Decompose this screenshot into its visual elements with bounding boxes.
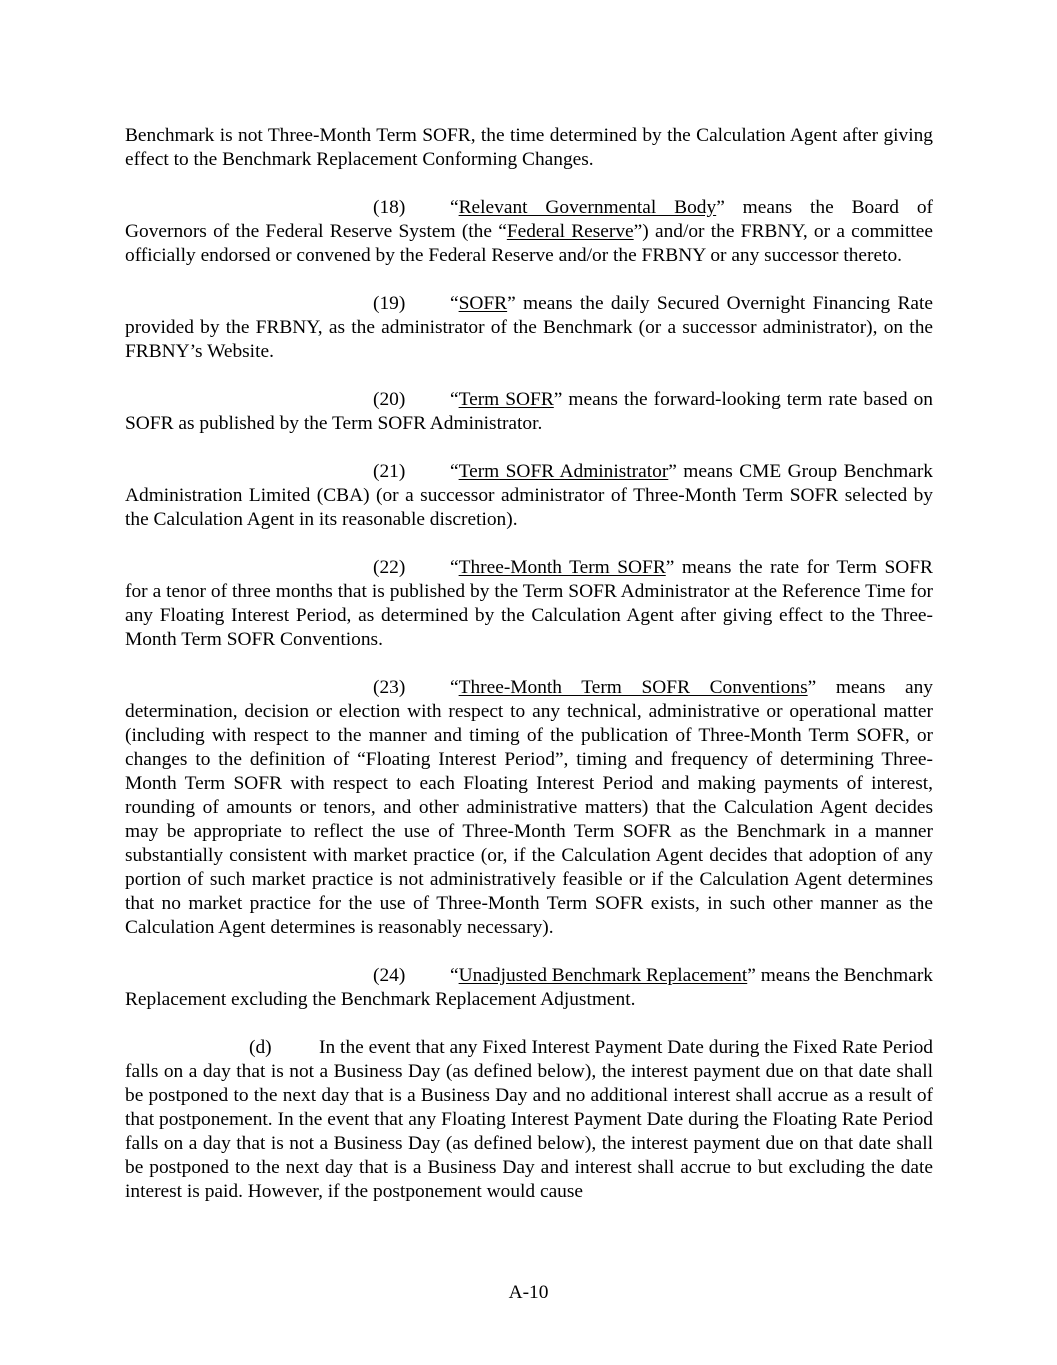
open-quote: “ (450, 293, 459, 314)
definition-text: ” means any determination, decision or election with respect to any technical, administrative or operational matter (including with respect to the manner and timing of the publication of Three-Month Term SOFR, or changes to the definition of “Floating Interest Period”, timing and frequency of determining Three-Month Term SOFR with respect to each Floating Interest Period and making payments of interest, rounding of amounts or tenors, and other administrative matters) that the Calculation Agent decides may be appropriate to reflect the use of Three-Month Term SOFR as the Benchmark in a manner substantially consistent with market practice (or, if the Calculation Agent decides that adoption of any portion of such market practice is not administratively feasible or if the Calculation Agent determines that no market practice for the use of Three-Month Term SOFR exists, in such other manner as the Calculation Agent determines is reasonably necessary). (125, 677, 933, 938)
open-quote: “ (450, 461, 459, 482)
definition-text: ” means the Benchmark Replacement excluding the Benchmark Replacement Adjustment. (125, 965, 933, 1010)
definition-number: (23) (373, 677, 406, 698)
open-quote: “ (450, 557, 459, 578)
definition-number: (18) (373, 197, 406, 218)
definition-text-continued: ”) and/or the FRBNY, or a committee officially endorsed or convened by the Federal Reserve and/or the FRBNY or any successor thereto. (125, 221, 934, 266)
subsection-label: (d) (249, 1037, 272, 1058)
definition-24 (125, 964, 933, 1012)
defined-term: Three-Month Term SOFR (458, 557, 666, 578)
document-body (125, 124, 933, 1204)
defined-term-secondary: Federal Reserve (506, 221, 634, 242)
definition-number: (20) (373, 389, 406, 410)
defined-term: Term SOFR (458, 389, 554, 410)
open-quote: “ (450, 677, 459, 698)
subsection-d (125, 1036, 933, 1204)
definition-number: (24) (373, 965, 406, 986)
definition-text: ” means CME Group Benchmark Administration Limited (CBA) (or a successor administrator of Three-Month Term SOFR selected by the Calculation Agent in its reasonable discretion). (125, 461, 933, 530)
defined-term: SOFR (458, 293, 508, 314)
open-quote: “ (450, 197, 459, 218)
definition-text: ” means the Board of Governors of the Federal Reserve System (the “ (125, 197, 933, 242)
open-quote: “ (450, 965, 459, 986)
definition-number: (21) (373, 461, 406, 482)
definition-text: ” means the forward-looking term rate based on SOFR as published by the Term SOFR Administrator. (125, 389, 933, 434)
defined-term: Term SOFR Administrator (458, 461, 669, 482)
definition-number: (19) (373, 293, 406, 314)
definition-23 (125, 676, 933, 940)
definition-19 (125, 292, 933, 364)
definition-21 (125, 460, 933, 532)
subsection-text: In the event that any Fixed Interest Payment Date during the Fixed Rate Period falls on a day that is not a Business Day (as defined below), the interest payment due on that date shall be postponed to the next day that is a Business Day and no additional interest shall accrue as a result of that postponement. In the event that any Floating Interest Payment Date during the Floating Rate Period falls on a day that is not a Business Day (as defined below), the interest payment due on that date shall be postponed to the next day that is a Business Day and interest shall accrue to but excluding the date interest is paid. However, if the postponement would cause (125, 1037, 933, 1202)
definition-number: (22) (373, 557, 406, 578)
defined-term: Relevant Governmental Body (458, 197, 717, 218)
page-number: A-10 (508, 1282, 549, 1303)
open-quote: “ (450, 389, 459, 410)
defined-term: Three-Month Term SOFR Conventions (458, 677, 808, 698)
continuation-paragraph: Benchmark is not Three-Month Term SOFR, the time determined by the Calculation Agent after giving effect to the Benchmark Replacement Conforming Changes. (125, 125, 933, 170)
definition-20 (125, 388, 933, 436)
defined-term: Unadjusted Benchmark Replacement (458, 965, 748, 986)
definition-text: ” means the daily Secured Overnight Financing Rate provided by the FRBNY, as the administrator of the Benchmark (or a successor administrator), on the FRBNY’s Website. (125, 293, 933, 362)
definition-22 (125, 556, 933, 652)
definition-18 (125, 196, 933, 268)
definition-text: ” means the rate for Term SOFR for a tenor of three months that is published by the Term SOFR Administrator at the Reference Time for any Floating Interest Period, as determined by the Calculation Agent after giving effect to the Three-Month Term SOFR Conventions. (125, 557, 933, 650)
